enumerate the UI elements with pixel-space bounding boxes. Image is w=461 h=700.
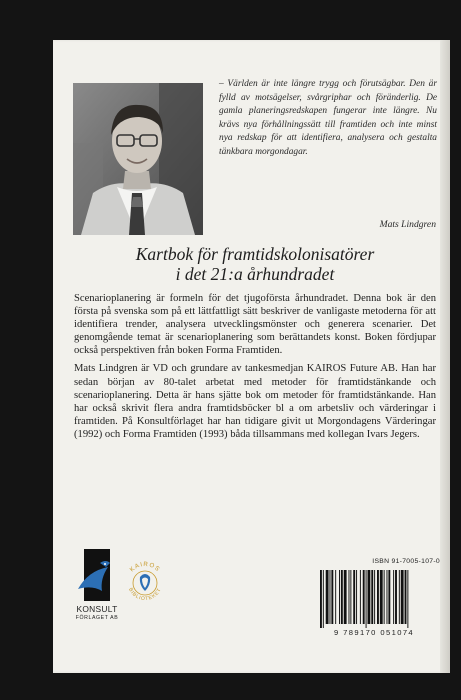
barcode-bar bbox=[335, 570, 336, 624]
barcode-bar bbox=[341, 570, 343, 624]
barcode-bar bbox=[344, 570, 347, 624]
barcode-bar bbox=[399, 570, 400, 624]
barcode-bar bbox=[330, 570, 331, 624]
barcode-bar bbox=[326, 570, 329, 624]
barcode-bar bbox=[331, 570, 333, 624]
barcode-bar bbox=[366, 570, 367, 628]
barcode-bar bbox=[374, 570, 375, 624]
barcode-bar bbox=[377, 570, 379, 624]
barcode-bar bbox=[339, 570, 340, 624]
svg-text:BIBLIOTEKET: BIBLIOTEKET bbox=[127, 587, 163, 603]
barcode-bar bbox=[388, 570, 390, 624]
barcode-bar bbox=[384, 570, 385, 624]
author-quote: – Världen är inte längre trygg och förutsägbar. Den är fylld av motsägelser, svårgriphar och föränderlig. De gamla planeringsredskapen fungerar inte längre. Nu krävs nya förhållningssätt till framtiden och inte minst nya redskap för att identifiera, analysera och gestalta tänkbara morgondagar. bbox=[219, 79, 437, 157]
blurb bbox=[74, 292, 436, 446]
isbn-label: ISBN 91-7005-107-0 bbox=[372, 558, 440, 565]
barcode-icon bbox=[318, 570, 438, 628]
barcode-bar bbox=[407, 570, 408, 628]
barcode-bar bbox=[393, 570, 394, 624]
barcode-bar bbox=[353, 570, 355, 624]
blurb-paragraph-1: Scenarioplanering är formeln för det tjugoförsta århundradet. Denna bok är den första på svenska som på ett lättfattligt sätt beskriver de vanligaste metoderna för att identifiera trender, analysera utvecklingsmönster och generera scenarier. Det genomgående temat är scenarioplanering som berättandets konst. Boken fördjupar också perspektiven från boken Forma Framtiden. bbox=[74, 293, 436, 357]
book-headline bbox=[74, 245, 436, 284]
headline-line-2: i det 21:a århundradet bbox=[175, 263, 335, 284]
page-edge bbox=[440, 40, 450, 673]
publisher-sub: FÖRLAGET AB bbox=[75, 615, 119, 621]
barcode-bar bbox=[356, 570, 357, 624]
headline-line-1: Kartbok för framtidskolonisatörer bbox=[135, 244, 375, 264]
kairos-seal-icon bbox=[120, 557, 170, 607]
barcode-bar bbox=[401, 570, 404, 624]
barcode-bar bbox=[323, 570, 324, 628]
barcode-bar bbox=[380, 570, 383, 624]
barcode-bar bbox=[405, 570, 407, 624]
barcode-bar bbox=[360, 570, 361, 624]
barcode-bar bbox=[349, 570, 350, 624]
barcode-bar bbox=[368, 570, 371, 624]
author-photo bbox=[73, 83, 203, 235]
barcode-bar bbox=[363, 570, 365, 624]
publisher-logo-text bbox=[72, 604, 122, 621]
barcode-bar bbox=[350, 570, 351, 624]
barcode-bar bbox=[387, 570, 388, 624]
publisher-name: KONSULT bbox=[76, 604, 118, 614]
quote-author: Mats Lindgren bbox=[379, 219, 436, 230]
blurb-paragraph-2: Mats Lindgren är VD och grundare av tankesmedjan KAIROS Future AB. Han har sedan början av 80-talet arbetat med metoder för framtidstänkande och scenarioplanering. Detta är hans sjätte bok om metoder för framtidstänkande. Han har också skrivit flera andra framtidsböcker bl a om arbetsliv och värderingar i framtiden. På Konsultförlaget har han tidigare givit ut Morgondagens Värderingar (1992) och Forma Framtiden (1993) båda tillsammans med kollegan Ivars Jegers. bbox=[74, 363, 436, 440]
barcode-bar bbox=[371, 570, 373, 624]
barcode-bar bbox=[395, 570, 397, 624]
barcode-digits: 9 789170 051074 bbox=[333, 628, 415, 637]
svg-text:KAIROS: KAIROS bbox=[128, 560, 162, 574]
barcode-bar bbox=[320, 570, 322, 628]
